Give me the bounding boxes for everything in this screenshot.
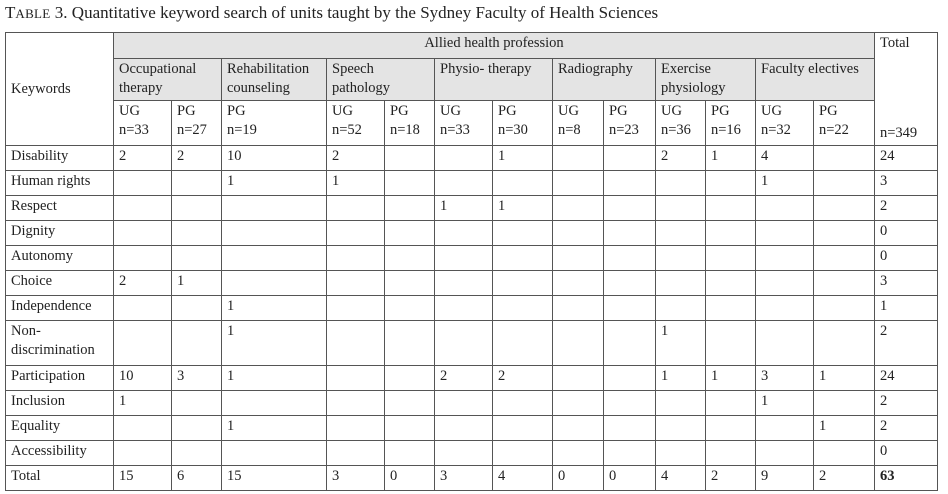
count-cell (114, 171, 172, 196)
count-cell (327, 391, 385, 416)
count-cell (172, 321, 222, 366)
count-cell (327, 296, 385, 321)
count-cell (493, 171, 553, 196)
count-cell (656, 441, 706, 466)
count-cell (493, 296, 553, 321)
subcol-header: UG n=36 (656, 101, 706, 146)
totals-cell: 3 (435, 466, 493, 491)
count-cell: 1 (222, 171, 327, 196)
count-cell (604, 416, 656, 441)
count-cell (814, 246, 875, 271)
count-cell (435, 416, 493, 441)
table-row (6, 221, 938, 246)
count-cell: 1 (656, 366, 706, 391)
count-cell: 1 (222, 366, 327, 391)
count-cell (385, 171, 435, 196)
count-cell: 1 (114, 391, 172, 416)
count-cell: 2 (493, 366, 553, 391)
subcol-header: PG n=23 (604, 101, 656, 146)
count-cell (756, 296, 814, 321)
subcol-header: PG n=30 (493, 101, 553, 146)
count-cell (114, 221, 172, 246)
count-cell (656, 171, 706, 196)
count-cell (385, 221, 435, 246)
count-cell (553, 321, 604, 366)
count-cell (327, 196, 385, 221)
count-cell (553, 416, 604, 441)
row-total-cell: 0 (875, 246, 938, 271)
totals-cell: 3 (327, 466, 385, 491)
count-cell (435, 391, 493, 416)
count-cell (604, 366, 656, 391)
count-cell: 1 (172, 271, 222, 296)
count-cell (435, 221, 493, 246)
count-cell (814, 296, 875, 321)
count-cell: 2 (114, 146, 172, 171)
data-rows (6, 146, 938, 466)
profession-header: Physio- therapy (435, 59, 553, 101)
keyword-cell: Accessibility (6, 441, 114, 466)
count-cell (814, 441, 875, 466)
count-cell (435, 146, 493, 171)
count-cell (656, 271, 706, 296)
keyword-cell: Disability (6, 146, 114, 171)
subcol-header: UG n=33 (435, 101, 493, 146)
count-cell (756, 441, 814, 466)
count-cell (327, 366, 385, 391)
count-cell: 2 (327, 146, 385, 171)
row-total-cell: 3 (875, 271, 938, 296)
profession-header: Rehabilitation counseling (222, 59, 327, 101)
count-cell: 10 (114, 366, 172, 391)
keyword-cell: Choice (6, 271, 114, 296)
count-cell (604, 441, 656, 466)
table-row (6, 441, 938, 466)
count-cell (493, 391, 553, 416)
count-cell (604, 391, 656, 416)
table-row (6, 391, 938, 416)
count-cell (493, 271, 553, 296)
count-cell (385, 146, 435, 171)
subcol-header: UG n=52 (327, 101, 385, 146)
caption-title: Quantitative keyword search of units taught by the Sydney Faculty of Health Sciences (71, 3, 659, 22)
count-cell (222, 246, 327, 271)
profession-header: Speech pathology (327, 59, 435, 101)
count-cell (435, 441, 493, 466)
count-cell: 1 (814, 416, 875, 441)
count-cell: 10 (222, 146, 327, 171)
row-total-cell: 0 (875, 221, 938, 246)
totals-cell: 0 (604, 466, 656, 491)
count-cell (656, 416, 706, 441)
count-cell (327, 416, 385, 441)
subcol-header: PG n=27 (172, 101, 222, 146)
count-cell (114, 196, 172, 221)
keyword-cell: Participation (6, 366, 114, 391)
count-cell (172, 196, 222, 221)
count-cell (553, 391, 604, 416)
count-cell (327, 246, 385, 271)
count-cell (656, 296, 706, 321)
caption-label-rest: ABLE (15, 6, 51, 21)
count-cell (604, 171, 656, 196)
count-cell (706, 196, 756, 221)
count-cell (493, 221, 553, 246)
count-cell (814, 321, 875, 366)
totals-cell: 15 (222, 466, 327, 491)
count-cell (172, 171, 222, 196)
count-cell: 4 (756, 146, 814, 171)
count-cell (435, 271, 493, 296)
row-total-cell: 24 (875, 146, 938, 171)
count-cell (327, 321, 385, 366)
count-cell: 1 (493, 196, 553, 221)
count-cell (604, 321, 656, 366)
count-cell (114, 441, 172, 466)
totals-cell: 6 (172, 466, 222, 491)
count-cell: 1 (756, 171, 814, 196)
subcol-header: UG n=32 (756, 101, 814, 146)
count-cell (604, 146, 656, 171)
totals-cell: 0 (553, 466, 604, 491)
table-row (6, 296, 938, 321)
totals-cell: 15 (114, 466, 172, 491)
count-cell (172, 221, 222, 246)
row-total-cell: 2 (875, 391, 938, 416)
count-cell (756, 246, 814, 271)
count-cell (385, 441, 435, 466)
keyword-cell: Autonomy (6, 246, 114, 271)
header-row-group (6, 33, 938, 59)
count-cell (327, 271, 385, 296)
keyword-cell: Inclusion (6, 391, 114, 416)
count-cell (493, 416, 553, 441)
count-cell: 1 (706, 146, 756, 171)
count-cell (553, 171, 604, 196)
count-cell (435, 171, 493, 196)
count-cell (493, 246, 553, 271)
count-cell: 2 (435, 366, 493, 391)
count-cell (385, 296, 435, 321)
count-cell (604, 196, 656, 221)
count-cell: 1 (756, 391, 814, 416)
totals-cell: 2 (814, 466, 875, 491)
count-cell (656, 391, 706, 416)
caption-label-first: T (5, 3, 16, 22)
count-cell: 1 (222, 296, 327, 321)
total-n: n=349 (880, 125, 918, 141)
count-cell (656, 246, 706, 271)
totals-cell: 0 (385, 466, 435, 491)
totals-cell: 9 (756, 466, 814, 491)
totals-cell: 2 (706, 466, 756, 491)
count-cell (172, 296, 222, 321)
count-cell (706, 171, 756, 196)
totals-label: Total (6, 466, 114, 491)
count-cell (114, 321, 172, 366)
count-cell (172, 246, 222, 271)
count-cell (385, 321, 435, 366)
count-cell (706, 391, 756, 416)
subcol-header: PG n=18 (385, 101, 435, 146)
count-cell (604, 221, 656, 246)
count-cell (756, 271, 814, 296)
count-cell (814, 171, 875, 196)
table-row (6, 196, 938, 221)
count-cell (114, 296, 172, 321)
count-cell (706, 321, 756, 366)
count-cell: 1 (222, 416, 327, 441)
count-cell: 1 (706, 366, 756, 391)
count-cell (553, 221, 604, 246)
row-total-cell: 2 (875, 321, 938, 366)
row-total-cell: 24 (875, 366, 938, 391)
count-cell: 2 (172, 146, 222, 171)
count-cell (706, 271, 756, 296)
group-header: Allied health profession (114, 33, 875, 59)
row-total-cell: 2 (875, 196, 938, 221)
count-cell (604, 271, 656, 296)
total-header: Total (880, 35, 910, 51)
count-cell: 1 (327, 171, 385, 196)
table-row (6, 271, 938, 296)
keyword-cell: Non-discrimination (6, 321, 114, 366)
count-cell (385, 391, 435, 416)
count-cell (706, 221, 756, 246)
count-cell (706, 246, 756, 271)
profession-header: Occupational therapy (114, 59, 222, 101)
header-row-professions (6, 59, 938, 101)
count-cell (814, 221, 875, 246)
count-cell (222, 221, 327, 246)
subcol-header: PG n=16 (706, 101, 756, 146)
count-cell (385, 366, 435, 391)
row-total-cell: 2 (875, 416, 938, 441)
caption-number: 3. (54, 3, 68, 22)
total-header-cell (875, 33, 938, 146)
count-cell (172, 391, 222, 416)
count-cell: 3 (172, 366, 222, 391)
row-total-cell: 0 (875, 441, 938, 466)
count-cell (553, 296, 604, 321)
table-row (6, 246, 938, 271)
count-cell (553, 366, 604, 391)
count-cell (435, 246, 493, 271)
count-cell: 1 (493, 146, 553, 171)
count-cell (222, 391, 327, 416)
count-cell (656, 196, 706, 221)
count-cell (814, 146, 875, 171)
table-row (6, 321, 938, 366)
count-cell (604, 296, 656, 321)
count-cell (553, 246, 604, 271)
subcol-header: UG n=8 (553, 101, 604, 146)
count-cell (114, 246, 172, 271)
count-cell (435, 321, 493, 366)
count-cell (553, 441, 604, 466)
count-cell (114, 416, 172, 441)
count-cell (222, 441, 327, 466)
count-cell (814, 271, 875, 296)
count-cell: 2 (656, 146, 706, 171)
table-row (6, 416, 938, 441)
count-cell (172, 441, 222, 466)
keyword-cell: Respect (6, 196, 114, 221)
count-cell (706, 441, 756, 466)
count-cell (706, 296, 756, 321)
count-cell: 1 (435, 196, 493, 221)
count-cell (385, 416, 435, 441)
count-cell (814, 196, 875, 221)
table-row (6, 171, 938, 196)
count-cell (493, 441, 553, 466)
keyword-cell: Independence (6, 296, 114, 321)
count-cell (385, 246, 435, 271)
count-cell (222, 271, 327, 296)
count-cell: 3 (756, 366, 814, 391)
table-row (6, 146, 938, 171)
count-cell (172, 416, 222, 441)
subcol-header: UG n=33 (114, 101, 172, 146)
keywords-header: Keywords (6, 33, 114, 146)
profession-header: Exercise physiology (656, 59, 756, 101)
count-cell: 1 (222, 321, 327, 366)
count-cell: 1 (814, 366, 875, 391)
count-cell (327, 441, 385, 466)
count-cell (385, 271, 435, 296)
count-cell: 1 (656, 321, 706, 366)
row-total-cell: 3 (875, 171, 938, 196)
count-cell (327, 221, 385, 246)
count-cell (493, 321, 553, 366)
keyword-cell: Human rights (6, 171, 114, 196)
subcol-header: PG n=19 (222, 101, 327, 146)
grand-total: 63 (875, 466, 938, 491)
totals-row (6, 466, 938, 491)
table-caption (5, 2, 658, 25)
keyword-cell: Equality (6, 416, 114, 441)
count-cell (756, 321, 814, 366)
subcol-header: PG n=22 (814, 101, 875, 146)
count-cell (385, 196, 435, 221)
header-row-subcols (6, 101, 938, 146)
count-cell (553, 146, 604, 171)
keyword-table (5, 32, 938, 491)
row-total-cell: 1 (875, 296, 938, 321)
keyword-cell: Dignity (6, 221, 114, 246)
count-cell (756, 221, 814, 246)
count-cell (435, 296, 493, 321)
count-cell (553, 196, 604, 221)
totals-cell: 4 (656, 466, 706, 491)
count-cell (756, 196, 814, 221)
count-cell (553, 271, 604, 296)
count-cell (756, 416, 814, 441)
table-row (6, 366, 938, 391)
count-cell (222, 196, 327, 221)
profession-header: Faculty electives (756, 59, 875, 101)
count-cell (706, 416, 756, 441)
count-cell (604, 246, 656, 271)
profession-header: Radiography (553, 59, 656, 101)
totals-cell: 4 (493, 466, 553, 491)
count-cell (814, 391, 875, 416)
count-cell (656, 221, 706, 246)
count-cell: 2 (114, 271, 172, 296)
